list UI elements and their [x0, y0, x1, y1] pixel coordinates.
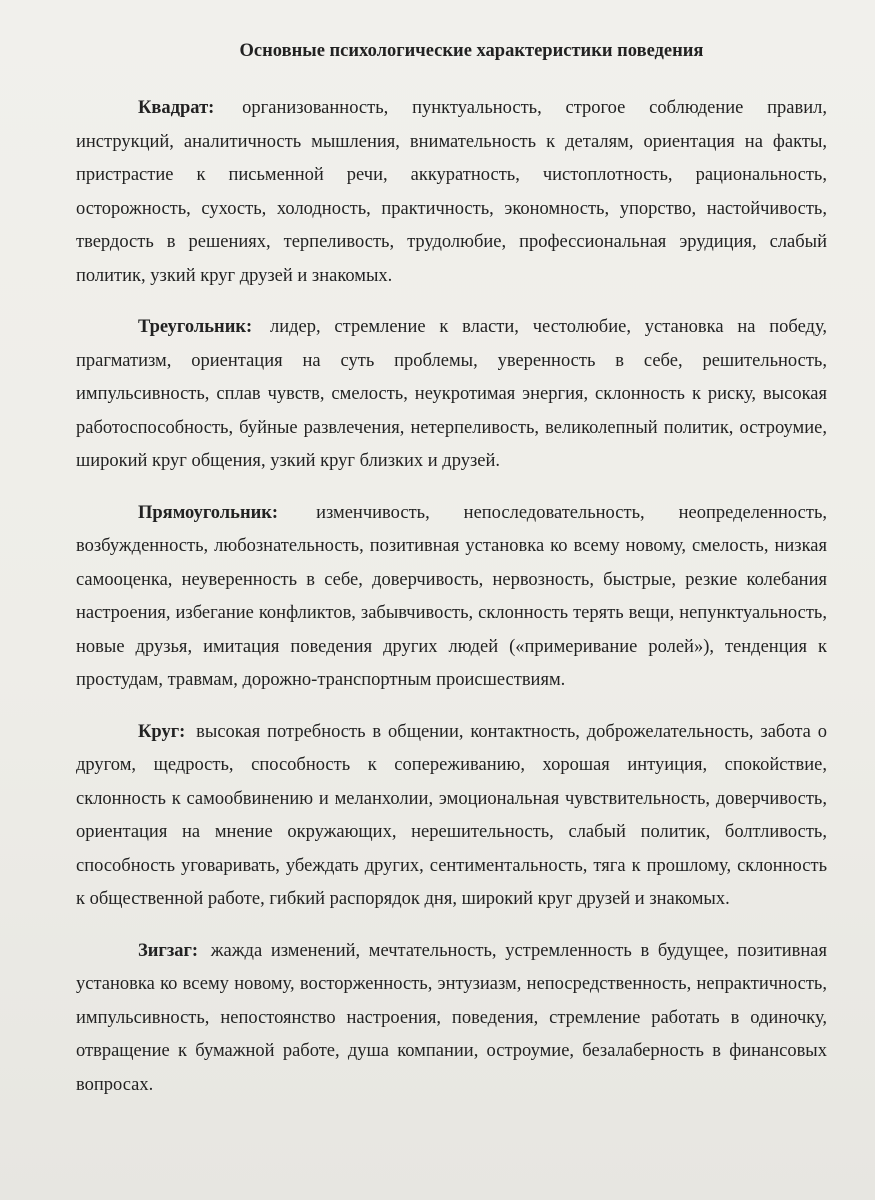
section-rectangle — [76, 497, 827, 698]
section-zigzag — [76, 935, 827, 1103]
section-term: Треугольник: — [138, 317, 253, 337]
section-text: организованность, пунктуальность, строгое соблюдение правил, инструкций, аналитичность мышления, внимательность к деталям, ориентация на факты, пристрастие к письменной речи, аккуратность, чистоплотность, рациональность, осторожность, сухость, холодность, практичность, экономность, упорство, настойчивость, твердость в решениях, терпеливость, трудолюбие, профессиональная эрудиция, слабый политик, узкий круг друзей и знакомых. — [76, 98, 827, 286]
section-term: Зигзаг: — [138, 940, 199, 961]
section-text: лидер, стремление к власти, честолюбие, установка на победу, прагматизм, ориентация на суть проблемы, уверенность в себе, решительность, импульсивность, сплав чувств, смелость, неукротимая энергия, склонность к риску, высокая работоспособность, буйные развлечения, нетерпеливость, великолепный политик, остроумие, широкий круг общения, узкий круг близких и друзей. — [76, 317, 827, 471]
section-text: высокая потребность в общении, контактность, доброжелательность, забота о другом, щедрость, способность к сопереживанию, хорошая интуиция, спокойствие, склонность к самообвинению и меланхолии, эмоциональная чувствительность, доверчивость, ориентация на мнение окружающих, нерешительность, слабый политик, болтливость, способность уговаривать, убеждать других, сентиментальность, тяга к прошлому, склонность к общественной работе, гибкий распорядок дня, широкий круг друзей и знакомых. — [76, 721, 827, 909]
section-square — [76, 92, 827, 293]
section-text: изменчивость, непоследовательность, неопределенность, возбужденность, любознательность, позитивная установка ко всему новому, смелость, низкая самооценка, неуверенность в себе, доверчивость, нервозность, быстрые, резкие колебания настроения, избегание конфликтов, забывчивость, склонность терять вещи, непунктуальность, новые друзья, имитация поведения других людей («примеривание ролей»), тенденция к простудам, травмам, дорожно-транспортным происшествиям. — [76, 502, 828, 690]
section-triangle — [76, 311, 827, 479]
section-text: жажда изменений, мечтательность, устремленность в будущее, позитивная установка ко всему новому, восторженность, энтузиазм, непосредственность, непрактичность, импульсивность, непостоянство настроения, поведения, стремление работать в одиночку, отвращение к бумажной работе, душа компании, остроумие, безалаберность в финансовых вопросах. — [76, 940, 828, 1095]
document-title: Основные психологические характеристики поведения — [239, 41, 704, 61]
section-circle — [76, 716, 827, 917]
section-term: Квадрат: — [138, 98, 215, 118]
section-term: Прямоугольник: — [138, 502, 279, 523]
section-term: Круг: — [138, 721, 186, 742]
